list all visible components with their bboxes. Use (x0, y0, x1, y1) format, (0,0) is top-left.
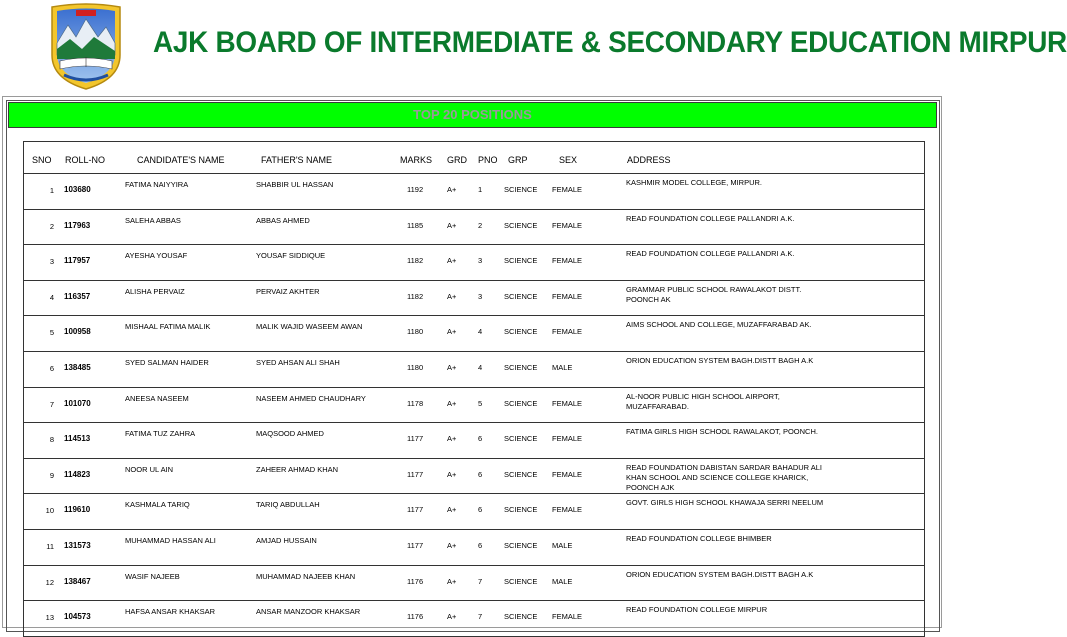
cell-address: AIMS SCHOOL AND COLLEGE, MUZAFFARABAD AK. (626, 320, 812, 330)
table-row (23, 601, 925, 637)
col-pno: PNO (478, 155, 498, 165)
board-title: AJK BOARD OF INTERMEDIATE & SECONDARY EDUCATION MIRPUR (153, 26, 1067, 59)
cell-marks: 1176 (407, 612, 424, 622)
cell-roll: 131573 (64, 540, 91, 550)
col-sno: SNO (32, 155, 52, 165)
cell-name: SALEHA ABBAS (125, 215, 181, 225)
cell-marks: 1177 (407, 540, 424, 550)
site-header (0, 0, 1067, 96)
cell-grd: A+ (447, 362, 457, 372)
cell-roll: 103680 (64, 185, 91, 194)
cell-sno: 12 (45, 577, 54, 587)
cell-father: SYED AHSAN ALI SHAH (256, 357, 340, 367)
cell-marks: 1185 (407, 220, 424, 230)
table-row (23, 316, 925, 352)
cell-grp: SCIENCE (504, 612, 538, 622)
cell-name: WASIF NAJEEB (125, 571, 180, 581)
cell-pno: 6 (478, 540, 483, 550)
cell-address: READ FOUNDATION COLLEGE BHIMBER (626, 533, 772, 543)
cell-father: SHABBIR UL HASSAN (256, 180, 334, 189)
cell-grp: SCIENCE (504, 220, 538, 230)
col-sex: SEX (559, 155, 578, 165)
cell-father: MAQSOOD AHMED (256, 429, 324, 439)
cell-father: ABBAS AHMED (256, 215, 310, 225)
cell-sex: FEMALE (552, 469, 583, 479)
table-row (23, 566, 925, 602)
cell-grd: A+ (447, 185, 457, 194)
cell-roll: 117957 (64, 256, 91, 266)
cell-marks: 1177 (407, 434, 424, 444)
cell-name: NOOR UL AIN (125, 464, 174, 474)
cell-name: ALISHA PERVAIZ (125, 286, 185, 296)
cell-pno: 5 (478, 398, 483, 408)
cell-father: ANSAR MANZOOR KHAKSAR (256, 607, 361, 617)
cell-grp: SCIENCE (504, 291, 538, 301)
cell-grp: SCIENCE (504, 540, 538, 550)
cell-marks: 1177 (407, 505, 424, 515)
cell-roll: 104573 (64, 612, 91, 622)
col-grp: GRP (508, 155, 528, 165)
cell-sno: 1 (49, 186, 54, 195)
cell-grp: SCIENCE (504, 434, 538, 444)
cell-pno: 6 (478, 469, 483, 479)
cell-roll: 119610 (64, 505, 91, 515)
col-grd: GRD (447, 155, 467, 165)
table-row (23, 459, 925, 495)
cell-grp: SCIENCE (504, 327, 538, 337)
cell-grd: A+ (447, 327, 457, 337)
cell-grd: A+ (447, 576, 457, 586)
cell-grp: SCIENCE (504, 469, 538, 479)
cell-roll: 101070 (64, 398, 91, 408)
cell-marks: 1177 (407, 469, 424, 479)
col-name: CANDIDATE'S NAME (137, 155, 225, 165)
cell-pno: 3 (478, 291, 483, 301)
cell-sex: FEMALE (552, 220, 583, 230)
cell-sex: FEMALE (552, 398, 583, 408)
cell-pno: 4 (478, 362, 483, 372)
positions-banner: TOP 20 POSITIONS (8, 102, 937, 128)
cell-grp: SCIENCE (504, 505, 538, 515)
cell-roll: 117963 (64, 220, 91, 230)
cell-sno: 11 (46, 541, 54, 551)
cell-pno: 7 (478, 612, 483, 622)
col-address: ADDRESS (627, 155, 671, 165)
cell-sno: 4 (49, 292, 54, 302)
col-father: FATHER'S NAME (261, 155, 333, 165)
cell-grd: A+ (447, 256, 457, 266)
cell-father: MUHAMMAD NAJEEB KHAN (256, 571, 356, 581)
cell-pno: 4 (478, 327, 483, 337)
table-row (23, 423, 925, 459)
cell-sno: 7 (49, 399, 54, 409)
cell-address: READ FOUNDATION COLLEGE PALLANDRI A.K. (626, 249, 795, 259)
cell-sex: FEMALE (552, 327, 583, 337)
cell-pno: 2 (478, 220, 483, 230)
cell-grp: SCIENCE (504, 398, 538, 408)
cell-grd: A+ (447, 505, 457, 515)
results-frame (2, 96, 942, 628)
cell-address: KASHMIR MODEL COLLEGE, MIRPUR. (626, 178, 762, 187)
cell-name: ANEESA NASEEM (125, 393, 189, 403)
table-body (23, 174, 925, 637)
cell-name: KASHMALA TARIQ (125, 500, 190, 510)
cell-father: PERVAIZ AKHTER (256, 286, 320, 296)
cell-father: TARIQ ABDULLAH (256, 500, 320, 510)
board-emblem-icon (46, 3, 126, 91)
cell-roll: 138485 (64, 362, 91, 372)
cell-marks: 1176 (407, 576, 424, 586)
cell-sno: 6 (49, 363, 54, 373)
cell-address: ORION EDUCATION SYSTEM BAGH.DISTT BAGH A.K (626, 355, 814, 365)
cell-father: AMJAD HUSSAIN (256, 535, 317, 545)
cell-sno: 5 (49, 328, 54, 338)
cell-grp: SCIENCE (504, 185, 538, 194)
cell-sno: 3 (49, 257, 54, 267)
cell-marks: 1178 (407, 398, 424, 408)
cell-pno: 7 (478, 576, 483, 586)
cell-name: AYESHA YOUSAF (125, 251, 188, 261)
table-row (23, 281, 925, 317)
cell-name: FATIMA NAIYYIRA (125, 180, 189, 189)
cell-roll: 114823 (64, 469, 91, 479)
cell-sno: 10 (45, 506, 54, 516)
cell-address: READ FOUNDATION COLLEGE PALLANDRI A.K. (626, 213, 795, 223)
cell-sex: FEMALE (552, 434, 583, 444)
cell-grp: SCIENCE (504, 362, 538, 372)
cell-marks: 1182 (407, 256, 424, 266)
cell-pno: 1 (478, 185, 483, 194)
cell-address: AL-NOOR PUBLIC HIGH SCHOOL AIRPORT, MUZAFFARABAD. (626, 391, 780, 411)
cell-sex: FEMALE (552, 256, 583, 266)
cell-grd: A+ (447, 469, 457, 479)
cell-address: ORION EDUCATION SYSTEM BAGH.DISTT BAGH A.K (626, 569, 814, 579)
cell-grd: A+ (447, 291, 457, 301)
cell-name: FATIMA TUZ ZAHRA (125, 429, 196, 439)
cell-grd: A+ (447, 220, 457, 230)
table-row (23, 174, 925, 210)
cell-sex: MALE (552, 576, 573, 586)
cell-sex: FEMALE (552, 185, 583, 194)
results-panel (6, 100, 940, 632)
cell-pno: 3 (478, 256, 483, 266)
cell-sno: 13 (45, 613, 54, 623)
table-row (23, 245, 925, 281)
cell-father: MALIK WAJID WASEEM AWAN (256, 322, 363, 332)
cell-grd: A+ (447, 612, 457, 622)
cell-marks: 1182 (407, 291, 424, 301)
cell-father: ZAHEER AHMAD KHAN (256, 464, 339, 474)
cell-grd: A+ (447, 398, 457, 408)
cell-roll: 114513 (64, 434, 91, 444)
cell-marks: 1192 (407, 185, 424, 194)
col-marks: MARKS (400, 155, 433, 165)
cell-roll: 138467 (64, 576, 91, 586)
cell-roll: 116357 (64, 291, 91, 301)
cell-pno: 6 (478, 505, 483, 515)
cell-address: READ FOUNDATION COLLEGE MIRPUR (626, 605, 768, 615)
cell-roll: 100958 (64, 327, 91, 337)
cell-grp: SCIENCE (504, 256, 538, 266)
cell-name: HAFSA ANSAR KHAKSAR (125, 607, 216, 617)
cell-name: MUHAMMAD HASSAN ALI (125, 535, 216, 545)
cell-sno: 2 (49, 221, 54, 231)
col-roll: ROLL-NO (65, 155, 106, 165)
table-row (23, 530, 925, 566)
cell-pno: 6 (478, 434, 483, 444)
cell-name: SYED SALMAN HAIDER (125, 357, 209, 367)
cell-address: FATIMA GIRLS HIGH SCHOOL RAWALAKOT, POONCH. (626, 427, 818, 437)
cell-address: GRAMMAR PUBLIC SCHOOL RAWALAKOT DISTT. POONCH AK (626, 284, 802, 304)
cell-father: NASEEM AHMED CHAUDHARY (256, 393, 366, 403)
table-header (23, 141, 925, 174)
cell-sex: FEMALE (552, 505, 583, 515)
results-table (23, 141, 925, 637)
cell-grd: A+ (447, 540, 457, 550)
cell-address: READ FOUNDATION DABISTAN SARDAR BAHADUR ALI KHAN SCHOOL AND SCIENCE COLLEGE KHARICK, POONCH AJK (626, 462, 823, 492)
cell-sex: MALE (552, 362, 573, 372)
table-row (23, 388, 925, 424)
cell-marks: 1180 (407, 362, 424, 372)
cell-sno: 9 (49, 470, 54, 480)
cell-name: MISHAAL FATIMA MALIK (125, 322, 211, 332)
cell-marks: 1180 (407, 327, 424, 337)
cell-father: YOUSAF SIDDIQUE (256, 251, 326, 261)
cell-grd: A+ (447, 434, 457, 444)
cell-address: GOVT. GIRLS HIGH SCHOOL KHAWAJA SERRI NEELUM (626, 498, 824, 508)
cell-sno: 8 (49, 435, 54, 445)
table-row (23, 352, 925, 388)
table-row (23, 494, 925, 530)
table-row (23, 210, 925, 246)
cell-grp: SCIENCE (504, 576, 538, 586)
cell-sex: FEMALE (552, 612, 583, 622)
cell-sex: FEMALE (552, 291, 583, 301)
cell-sex: MALE (552, 540, 573, 550)
